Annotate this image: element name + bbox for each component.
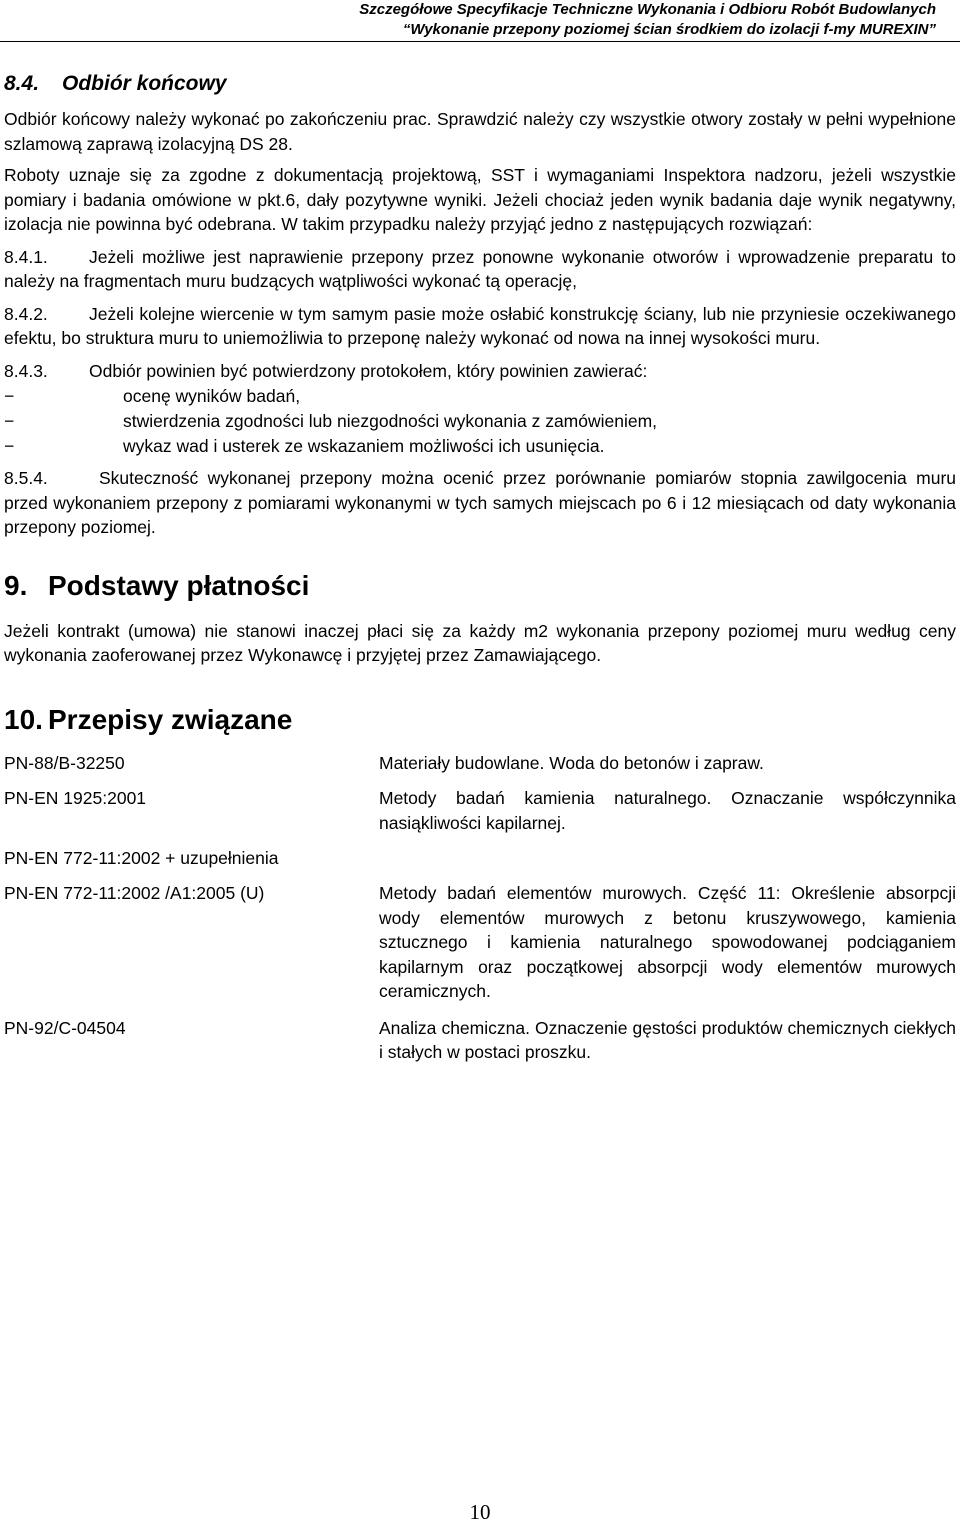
- list-item: − stwierdzenia zgodności lub niezgodności wykonania z zamówieniem,: [4, 409, 956, 434]
- dash-bullet: −: [4, 411, 15, 431]
- reference-row: [4, 1016, 956, 1065]
- item-text: Jeżeli kolejne wiercenie w tym samym pasie może osłabić konstrukcję ściany, lub nie przyniesie oczekiwanego efektu, bo struktura muru to uniemożliwia to przeponę należy wykonać od nowa na innej wysokości muru.: [4, 303, 956, 348]
- reference-row: [4, 881, 956, 1004]
- item-8-4-2: [4, 302, 956, 351]
- reference-description: Metody badań kamienia naturalnego. Oznaczanie współczynnika nasiąkliwości kapilarnej.: [379, 788, 956, 833]
- item-number: 8.4.1.: [4, 246, 48, 267]
- section-9-heading: [4, 569, 956, 603]
- item-text: Jeżeli możliwe jest naprawienie przepony przez ponowne wykonanie otworów i wprowadzenie preparatu to należy na fragmentach muru budzących wątpliwości wykonać tą operację,: [4, 246, 956, 291]
- item-number: 8.5.4.: [4, 468, 48, 488]
- reference-description: Materiały budowlane. Woda do betonów i zapraw.: [379, 752, 764, 773]
- reference-description: Metody badań elementów murowych. Część 11: Określenie absorpcji wody elementów murowych z betonu kruszywowego, kamienia sztucznego i kamienia naturalnego spowodowanej podciąganiem kapilarnym oraz początkowej absorpcji wody elementów murowych ceramicznych.: [379, 883, 956, 1001]
- section-number: 10.: [4, 703, 43, 735]
- page-content: [4, 70, 956, 1065]
- header-line-2: “Wykonanie przepony poziomej ścian środkiem do izolacji f-my MUREXIN”: [402, 21, 936, 38]
- page-header: [176, 0, 936, 40]
- list-item: − wykaz wad i usterek ze wskazaniem możliwości ich usunięcia.: [4, 434, 956, 459]
- section-number: 8.4.: [4, 72, 40, 95]
- item-8-5-4: [4, 466, 956, 540]
- reference-code: PN-92/C-04504: [4, 1017, 126, 1038]
- dash-bullet: −: [4, 386, 15, 406]
- item-text: Odbiór powinien być potwierdzony protokołem, który powinien zawierać:: [89, 360, 648, 381]
- item-number: 8.4.2.: [4, 303, 48, 324]
- section-number: 9.: [4, 569, 28, 601]
- paragraph-final-acceptance: Odbiór końcowy należy wykonać po zakończeniu prac. Sprawdzić należy czy wszystkie otwory zostały w pełni wypełnione szlamową zaprawą izolacyjną DS 28.: [4, 109, 956, 154]
- dash-bullet: −: [4, 436, 15, 456]
- reference-code: PN-EN 772-11:2002 /A1:2005 (U): [4, 883, 265, 903]
- section-title: Odbiór końcowy: [62, 72, 227, 95]
- protocol-contents-list: [4, 384, 956, 459]
- header-rule: [0, 41, 960, 42]
- reference-code: PN-88/B-32250: [4, 752, 125, 773]
- paragraph-payment: Jeżeli kontrakt (umowa) nie stanowi inaczej płaci się za każdy m2 wykonania przepony poziomej muru według ceny wykonania zaoferowanej przez Wykonawcę i przyjętej przez Zamawiającego.: [4, 620, 956, 665]
- list-item: − ocenę wyników badań,: [4, 384, 956, 409]
- reference-code: PN-EN 1925:2001: [4, 788, 147, 808]
- reference-row: [4, 751, 956, 776]
- item-number: 8.4.3.: [4, 360, 48, 381]
- paragraph-acceptance-criteria: Roboty uznaje się za zgodne z dokumentacją projektową, SST i wymaganiami Inspektora nadzoru, jeżeli wszystkie pomiary i badania omówione w pkt.6, dały pozytywne wyniki. Jeżeli chociaż jeden wynik badania daje wynik negatywny, izolacja nie powinna być odebrana. W takim przypadku należy przyjąć jedno z następujących rozwiązań:: [4, 165, 956, 234]
- section-title: Podstawy płatności: [48, 569, 310, 601]
- item-8-4-3: [4, 359, 956, 384]
- page-number: 10: [469, 1500, 491, 1524]
- item-8-4-1: [4, 245, 956, 294]
- reference-code: PN-EN 772-11:2002 + uzupełnienia: [4, 848, 279, 868]
- reference-row: [4, 786, 956, 835]
- section-10-heading: [4, 703, 956, 737]
- item-text: Skuteczność wykonanej przepony można ocenić przez porównanie pomiarów stopnia zawilgocenia muru przed wykonaniem przepony z pomiarami wykonanymi w tych samych miejscach po 6 i 12 miesiącach od daty wykonania przepony poziomej.: [4, 468, 956, 537]
- reference-row: [4, 846, 956, 870]
- section-title: Przepisy związane: [48, 703, 293, 735]
- section-8-4-heading: [4, 70, 956, 98]
- references-list: [4, 751, 956, 1065]
- reference-description: Analiza chemiczna. Oznaczenie gęstości produktów chemicznych ciekłych i stałych w postaci proszku.: [379, 1017, 956, 1062]
- header-line-1: Szczegółowe Specyfikacje Techniczne Wykonania i Odbioru Robót Budowlanych: [359, 1, 936, 18]
